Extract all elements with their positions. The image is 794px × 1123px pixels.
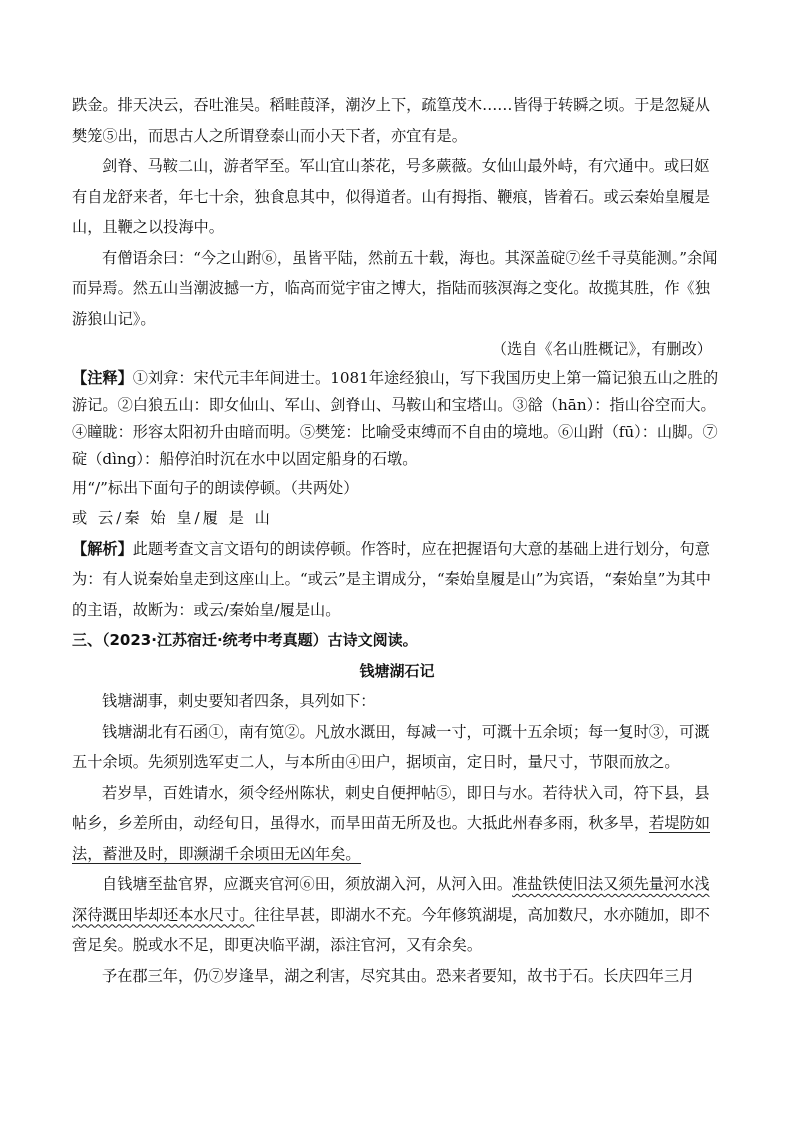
essay-paragraph-5: 予在郡三年，仍⑦岁逢旱，湖之利害，尽究其由。恐来者要知，故书于石。长庆四年三月 xyxy=(102,966,695,985)
question-answer: 或 云/秦 始 皇/履 是 山 xyxy=(72,509,273,527)
prev-paragraph-2: 剑脊、马鞍二山，游者罕至。军山宜山茶花，号多蕨薇。女仙山最外峙，有穴通中。或曰妪有自龙舒来者，年七十余，独食息其中，似得道者。山有拇指、鞭痕，皆着石。或云秦始皇履是山，且鞭之以投海中。 xyxy=(72,157,710,236)
essay-paragraph-4 xyxy=(72,869,722,961)
essay-title: 钱塘湖石记 xyxy=(359,661,435,680)
essay-paragraph-2: 钱塘湖北有石函①，南有笕②。凡放水溉田，每减一寸，可溉十五余顷；每一复时③，可溉五十余顷。先须别选军吏二人，与本所由④田户，据顷亩，定日时，量尺寸，节限而放之。 xyxy=(72,722,710,771)
essay-paragraph-4-text-a: 自钱塘至盐官界，应溉夹官河⑥田，须放湖入河，从河入田。 xyxy=(102,875,513,893)
prev-paragraph-3: 有僧语余曰：“今之山跗⑥，虽皆平陆，然前五十载，海也。其深盖碇⑦丝千寻莫能测。”余闻而异焉。然五山当潮波撼一方，临高而觉宇宙之博大，指陆而骇溟海之变化。故揽其胜，作《独游狼山记》。 xyxy=(72,248,718,328)
essay-paragraph-3-text: 若岁旱，百姓请水，须令经州陈状，刺史自便押帖⑤，即日与水。若待状入司，符下县，县帖乡，乡差所由，动经旬日，虽得水，而旱田苗无所及也。大抵此州春多雨，秋多旱， xyxy=(72,783,710,832)
question-prompt: 用“/”标出下面句子的朗读停顿。（共两处） xyxy=(72,478,359,497)
essay-paragraph-3 xyxy=(72,778,722,870)
notes-label: 【注释】 xyxy=(72,368,133,387)
source-citation: （选自《名山胜概记》，有删改） xyxy=(491,340,712,358)
underlined-sentence: 若堤防如法，蓄泄及时，即濒湖千余顷田无凶年矣。 xyxy=(72,814,710,863)
notes-block xyxy=(72,365,722,473)
prev-paragraph-1: 跌金。排天决云，吞吐淮吴。稻畦葭泽，潮汐上下，疏篁茂木……皆得于转瞬之顷。于是忽疑从樊笼⑤出，而思古人之所谓登泰山而小天下者，亦宜有是。 xyxy=(72,96,710,145)
essay-paragraph-4-text-c: 往往旱甚，即湖水不充。今年修筑湖堤，高加数尺，水亦随加，即不啻足矣。脱或水不足，即更决临平湖，添注官河，又有余矣。 xyxy=(72,905,710,954)
analysis-text: 此题考查文言文语句的朗读停顿。作答时，应在把握语句大意的基础上进行划分，句意为：有人说秦始皇走到这座山上。“或云”是主谓成分，“秦始皇履是山”为宾语，“秦始皇”为其中的主语，故断为：或云/秦始皇/履是山。 xyxy=(72,539,711,619)
analysis-label: 【解析】 xyxy=(72,539,133,558)
analysis-block xyxy=(72,534,722,626)
wavy-underlined-sentence: 准盐铁使旧法又须先量河水浅深待溉田毕却还本水尺寸。 xyxy=(72,875,710,924)
document-page xyxy=(72,90,722,991)
section-heading: 三、（2023·江苏宿迁·统考中考真题）古诗文阅读。 xyxy=(72,631,418,649)
essay-paragraph-1: 钱塘湖事，刺史要知者四条，具列如下： xyxy=(102,692,376,710)
notes-text: ①刘弇：宋代元丰年间进士。1081年途经狼山，写下我国历史上第一篇记狼五山之胜的游记。②白狼五山：即女仙山、军山、剑脊山、马鞍山和宝塔山。③谽（hān）：指山谷空而大。④瞳眬：形容太阳初升由暗而明。⑤樊笼：比喻受束缚而不自由的境地。⑥山跗（fū）：山脚。⑦碇（dìng）：船停泊时沉在水中以固定船身的石墩。 xyxy=(72,368,719,468)
